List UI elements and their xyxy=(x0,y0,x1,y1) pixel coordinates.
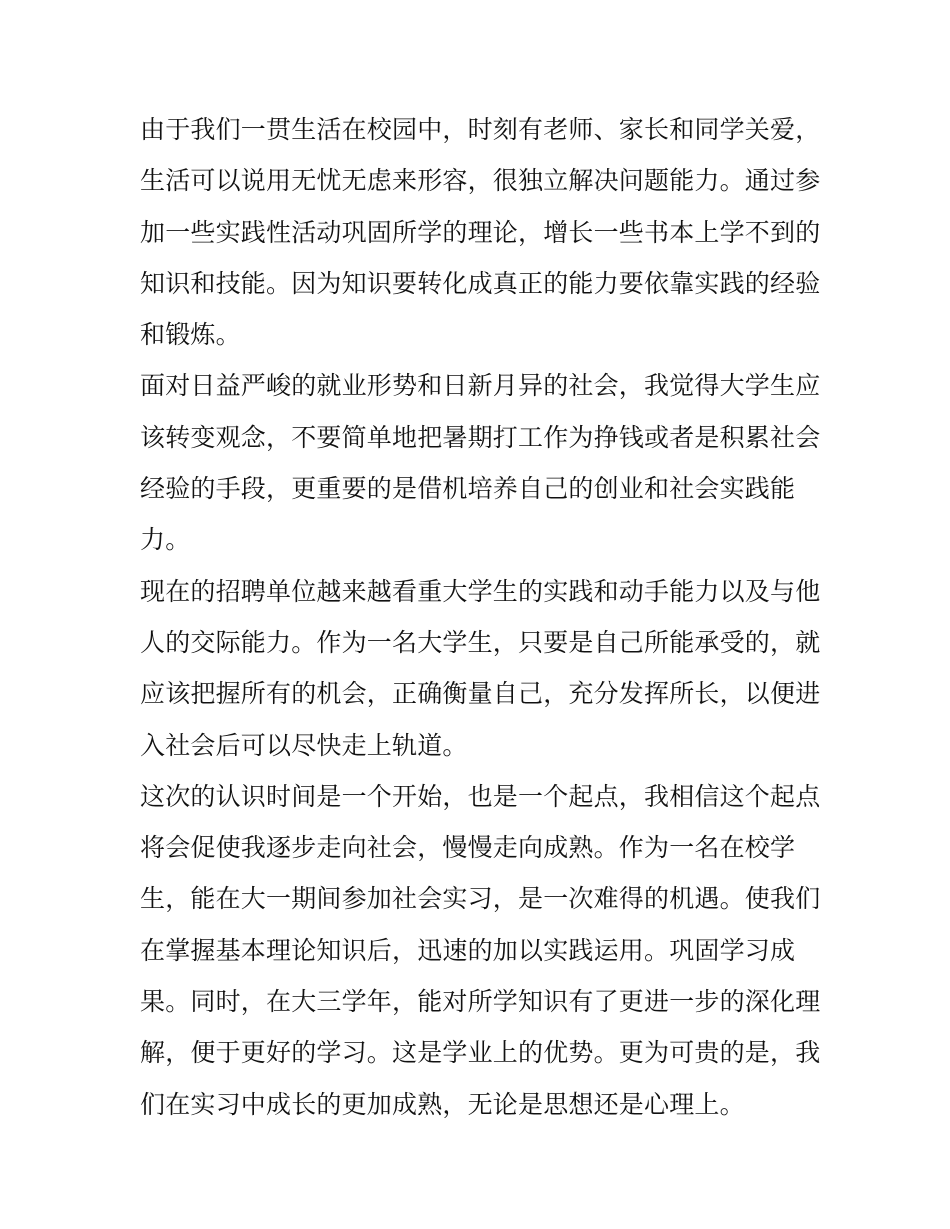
paragraph-4-line-4: 在掌握基本理论知识后，迅速的加以实践运用。巩固学习成 xyxy=(140,935,796,965)
paragraph-4 xyxy=(140,771,820,1130)
paragraph-4-line-3: 生，能在大一期间参加社会实习，是一次难得的机遇。使我们 xyxy=(140,884,821,914)
paragraph-1-line-4: 知识和技能。因为知识要转化成真正的能力要依靠实践的经验 xyxy=(140,268,821,298)
paragraph-3-line-3: 应该把握所有的机会，正确衡量自己，充分发挥所长，以便进 xyxy=(140,679,821,709)
paragraph-4-line-7: 们在实习中成长的更加成熟，无论是思想还是心理上。 xyxy=(140,1089,745,1119)
paragraph-2-line-3: 经验的手段，更重要的是借机培养自己的创业和社会实践能 xyxy=(140,474,796,504)
paragraph-3-line-2: 人的交际能力。作为一名大学生，只要是自己所能承受的，就 xyxy=(140,627,821,657)
paragraph-1 xyxy=(140,104,820,360)
paragraph-4-line-6: 解，便于更好的学习。这是学业上的优势。更为可贵的是，我 xyxy=(140,1038,821,1068)
paragraph-3 xyxy=(140,566,820,771)
paragraph-1-line-5: 和锻炼。 xyxy=(140,320,241,350)
paragraph-4-line-5: 果。同时，在大三学年，能对所学知识有了更进一步的深化理 xyxy=(140,987,821,1017)
paragraph-1-line-1: 由于我们一贯生活在校园中，时刻有老师、家长和同学关爱， xyxy=(140,115,821,144)
paragraph-2-line-1: 面对日益严峻的就业形势和日新月异的社会，我觉得大学生应 xyxy=(140,371,821,401)
paragraph-4-line-1: 这次的认识时间是一个开始，也是一个起点，我相信这个起点 xyxy=(140,781,821,811)
paragraph-3-line-1: 现在的招聘单位越来越看重大学生的实践和动手能力以及与他 xyxy=(140,576,821,606)
paragraph-3-line-4: 入社会后可以尽快走上轨道。 xyxy=(140,730,468,760)
paragraph-1-line-2: 生活可以说用无忧无虑来形容，很独立解决问题能力。通过参 xyxy=(140,166,821,196)
document-body xyxy=(140,104,820,1130)
paragraph-2 xyxy=(140,360,820,565)
paragraph-2-line-2: 该转变观念，不要简单地把暑期打工作为挣钱或者是积累社会 xyxy=(140,422,821,452)
paragraph-2-line-4: 力。 xyxy=(140,525,191,555)
paragraph-4-line-2: 将会促使我逐步走向社会，慢慢走向成熟。作为一名在校学 xyxy=(140,833,796,863)
paragraph-1-line-3: 加一些实践性活动巩固所学的理论，增长一些书本上学不到的 xyxy=(140,217,821,247)
